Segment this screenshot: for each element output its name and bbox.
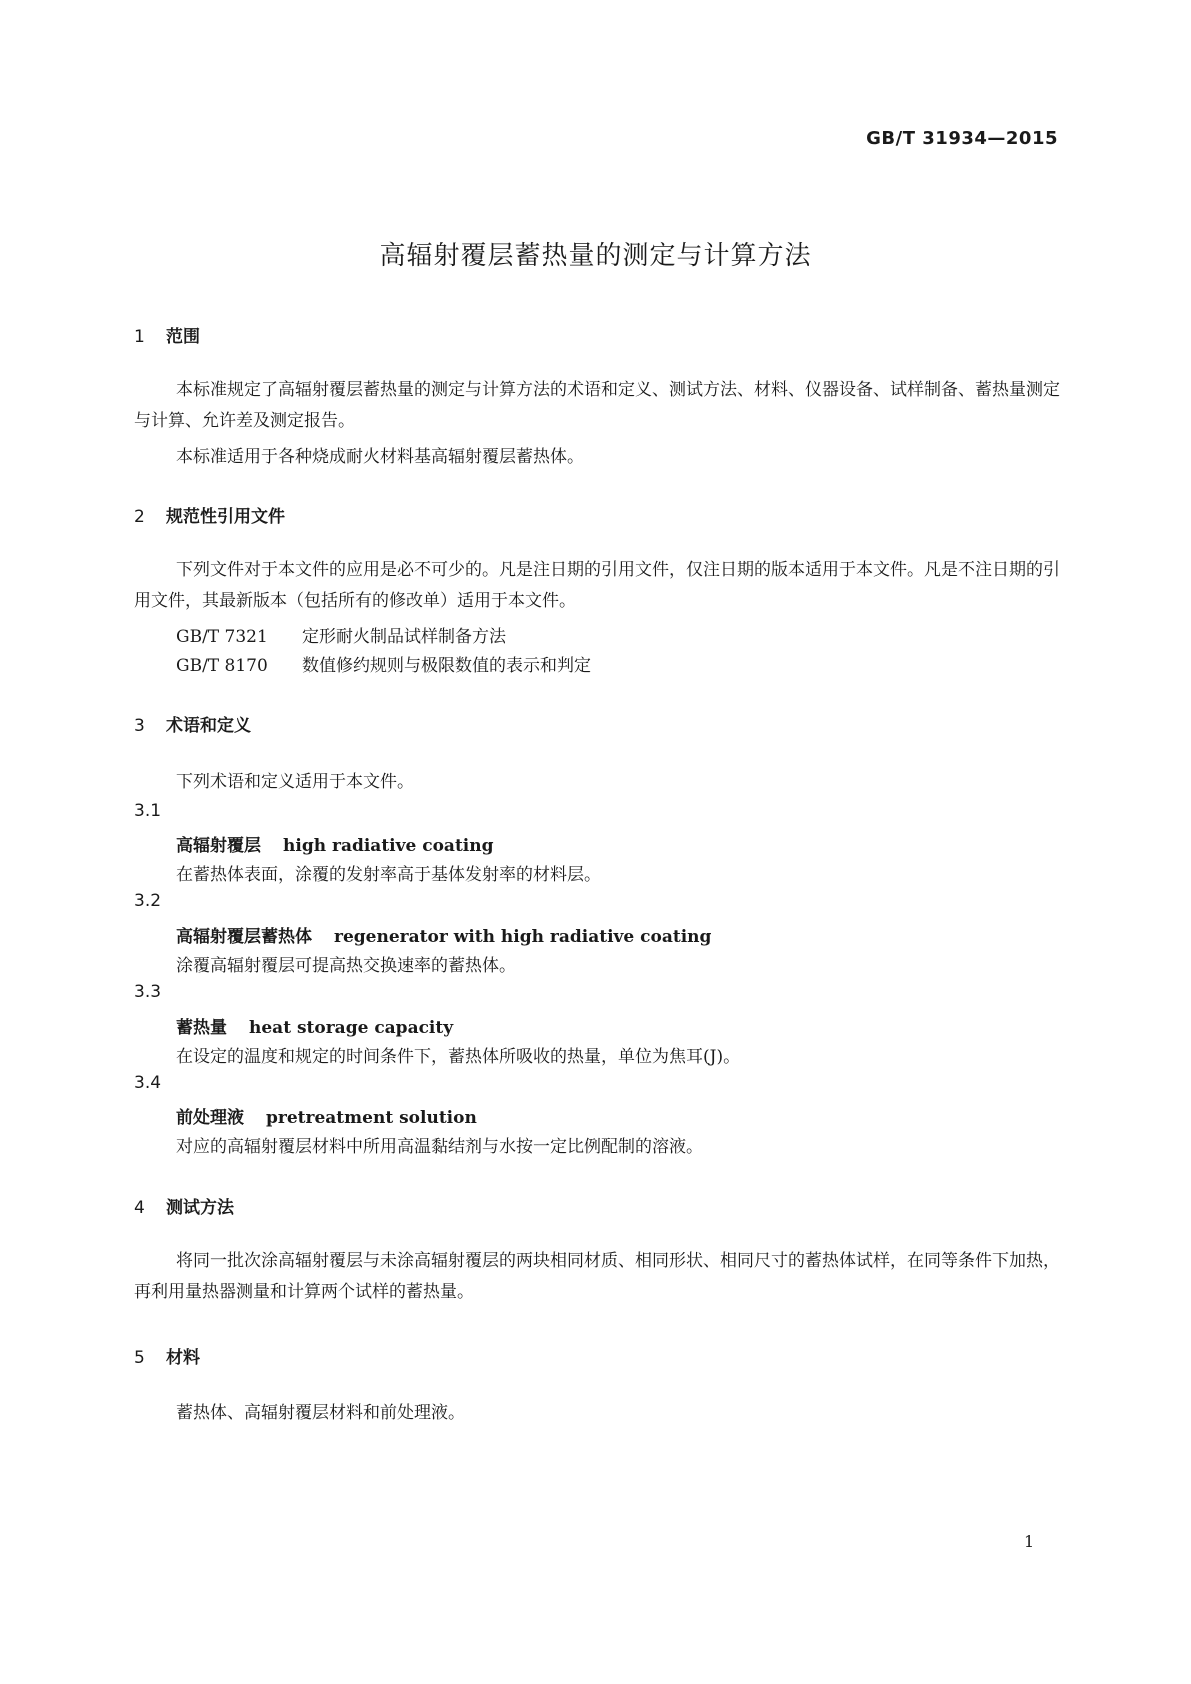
term-chinese: 前处理液 [176,1108,244,1128]
section-5-paragraph-1: 蓄热体、高辐射覆层材料和前处理液。 [176,1403,465,1423]
term-heading [176,1103,477,1128]
term-number: 3.4 [134,1073,162,1093]
term-heading [176,922,711,947]
section-4-paragraph-1: 将同一批次涂高辐射覆层与未涂高辐射覆层的两块相同材质、相同形状、相同尺寸的蓄热体试样，在同等条件下加热，再利用量热器测量和计算两个试样的蓄热量。 [134,1251,1060,1302]
reference-code: GB/T 7321 [176,627,268,647]
section-number: 1 [134,327,145,347]
term-heading [176,831,494,856]
section-2-paragraph-1: 下列文件对于本文件的应用是必不可少的。凡是注日期的引用文件，仅注日期的版本适用于本文件。凡是不注日期的引用文件，其最新版本（包括所有的修改单）适用于本文件。 [134,560,1060,611]
term-definition: 涂覆高辐射覆层可提高热交换速率的蓄热体。 [176,956,516,976]
term-number: 3.2 [134,891,162,911]
section-number: 5 [134,1348,145,1368]
section-3-heading [134,711,251,736]
section-1-heading [134,322,200,347]
term-chinese: 高辐射覆层蓄热体 [176,927,312,947]
document-title: 高辐射覆层蓄热量的测定与计算方法 [379,241,812,271]
section-4-heading [134,1193,234,1218]
term-definition: 在蓄热体表面，涂覆的发射率高于基体发射率的材料层。 [176,865,601,885]
reference-title: 数值修约规则与极限数值的表示和判定 [302,656,591,676]
section-title: 材料 [166,1348,200,1368]
term-heading [176,1013,453,1038]
term-english: regenerator with high radiative coating [334,927,712,947]
page-number: 1 [1024,1532,1035,1551]
section-number: 3 [134,716,145,736]
section-number: 2 [134,507,145,527]
section-2-heading [134,502,285,527]
section-title: 术语和定义 [166,716,251,736]
term-english: high radiative coating [283,836,494,856]
term-english: heat storage capacity [249,1018,454,1038]
section-title: 测试方法 [166,1198,234,1218]
section-number: 4 [134,1198,145,1218]
term-definition: 在设定的温度和规定的时间条件下，蓄热体所吸收的热量，单位为焦耳(J)。 [176,1047,741,1067]
section-3-intro: 下列术语和定义适用于本文件。 [176,772,414,792]
term-number: 3.1 [134,801,162,821]
section-title: 规范性引用文件 [166,507,285,527]
reference-item [176,651,591,676]
term-definition: 对应的高辐射覆层材料中所用高温黏结剂与水按一定比例配制的溶液。 [176,1137,703,1157]
reference-title: 定形耐火制品试样制备方法 [302,627,506,647]
reference-code: GB/T 8170 [176,656,268,676]
section-title: 范围 [166,327,200,347]
term-chinese: 蓄热量 [176,1018,227,1038]
term-english: pretreatment solution [266,1108,477,1128]
term-number: 3.3 [134,982,162,1002]
section-1-paragraph-1: 本标准规定了高辐射覆层蓄热量的测定与计算方法的术语和定义、测试方法、材料、仪器设备、试样制备、蓄热量测定与计算、允许差及测定报告。 [134,380,1060,431]
term-chinese: 高辐射覆层 [176,836,261,856]
standard-code: GB/T 31934—2015 [866,128,1058,149]
section-5-heading [134,1343,200,1368]
reference-item [176,622,506,647]
section-1-paragraph-2: 本标准适用于各种烧成耐火材料基高辐射覆层蓄热体。 [176,447,584,467]
